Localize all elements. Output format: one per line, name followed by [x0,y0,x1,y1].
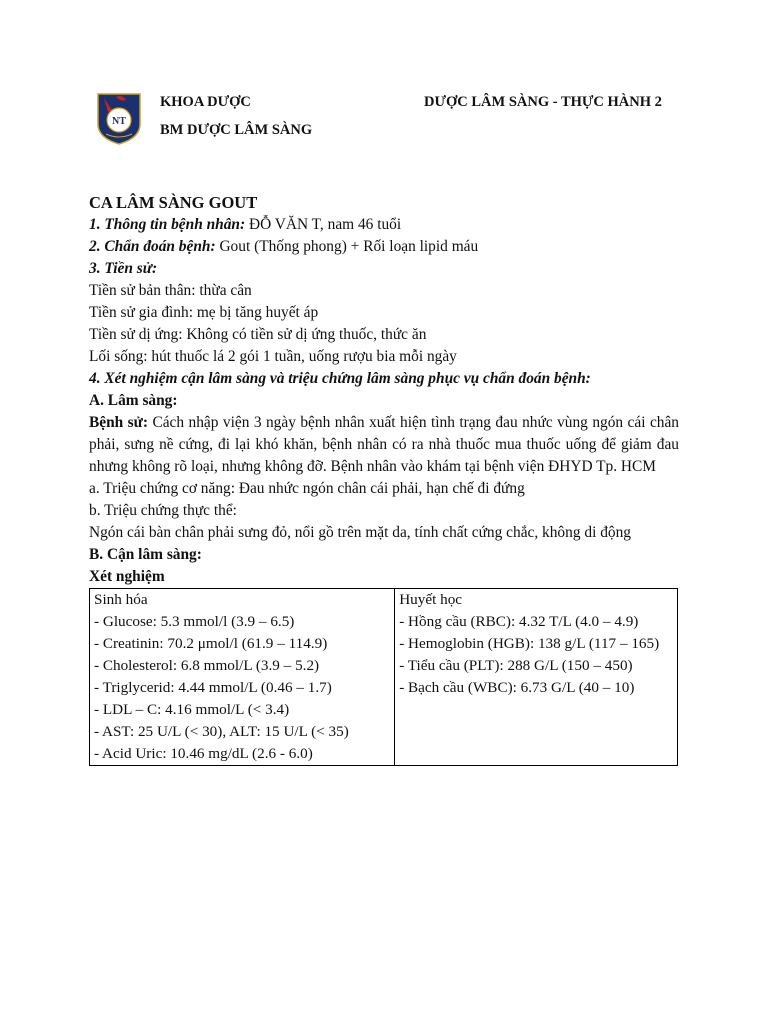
medical-history [89,412,679,478]
medical-history-text: Cách nhập viện 3 ngày bệnh nhân xuất hiện tình trạng đau nhức vùng ngón cái chân phải, sưng nề cứng, đi lại khó khăn, bệnh nhân có ra nhà thuốc mua thuốc uống để giảm đau nhưng không rõ loại, nhưng không đỡ. Bệnh nhân vào khám tại bệnh viện ĐHYD Tp. HCM [89,414,679,475]
case-title: CA LÂM SÀNG GOUT [89,193,258,212]
functional-symptoms: a. Triệu chứng cơ năng: Đau nhức ngón chân cái phải, hạn chế đi đứng [89,480,525,497]
lab-heading: Xét nghiệm [89,568,165,585]
physical-symptoms-text: Ngón cái bàn chân phải sưng đỏ, nổi gồ trên mặt da, tính chất cứng chắc, không di động [89,524,631,541]
department-name: BM DƯỢC LÂM SÀNG [160,122,313,138]
history-heading: 3. Tiền sử: [89,260,158,277]
clinical-heading: A. Lâm sàng: [89,392,178,409]
lab-results-table [89,588,678,766]
biochem-row: - Triglycerid: 4.44 mmol/L (0.46 – 1.7) [94,679,332,696]
hematology-cell [395,589,678,766]
biochem-cell [90,589,395,766]
paraclinical-heading: B. Cận lâm sàng: [89,546,202,563]
history-item: Tiền sử dị ứng: Không có tiền sử dị ứng thuốc, thức ăn [89,326,427,343]
diagnosis-value: Gout (Thống phong) + Rối loạn lipid máu [215,238,479,255]
medical-history-label: Bệnh sử: [89,414,149,431]
biochem-row: - AST: 25 U/L (< 30), ALT: 15 U/L (< 35) [94,723,349,740]
course-name: DƯỢC LÂM SÀNG - THỰC HÀNH 2 [424,94,662,110]
patient-info [89,214,679,236]
patient-info-label: 1. Thông tin bệnh nhân: [89,216,246,233]
biochem-row: - Acid Uric: 10.46 mg/dL (2.6 - 6.0) [94,745,313,762]
physical-symptoms-label: b. Triệu chứng thực thể: [89,502,237,519]
tests-heading: 4. Xét nghiệm cận lâm sàng và triệu chứng lâm sàng phục vụ chẩn đoán bệnh: [89,370,591,387]
biochem-row: - Cholesterol: 6.8 mmol/L (3.9 – 5.2) [94,657,320,674]
university-logo [94,92,144,146]
history-item: Lối sống: hút thuốc lá 2 gói 1 tuần, uống rượu bia mỗi ngày [89,348,457,365]
biochem-row: - Glucose: 5.3 mmol/l (3.9 – 6.5) [94,613,295,630]
case-content [89,192,679,766]
diagnosis-label: 2. Chẩn đoán bệnh: [89,238,216,255]
hematology-header: Huyết học [399,591,463,608]
biochem-header: Sinh hóa [94,591,148,608]
history-item: Tiền sử bản thân: thừa cân [89,282,252,299]
biochem-row: - Creatinin: 70.2 μmol/l (61.9 – 114.9) [94,635,328,652]
patient-info-value: ĐỖ VĂN T, nam 46 tuổi [245,216,402,233]
hematology-row: - Bạch cầu (WBC): 6.73 G/L (40 – 10) [399,679,635,696]
svg-text:NT: NT [112,116,126,127]
hematology-row: - Hemoglobin (HGB): 138 g/L (117 – 165) [399,635,660,652]
diagnosis [89,236,679,258]
biochem-row: - LDL – C: 4.16 mmol/L (< 3.4) [94,701,290,718]
hematology-row: - Hồng cầu (RBC): 4.32 T/L (4.0 – 4.9) [399,613,639,630]
hematology-row: - Tiểu cầu (PLT): 288 G/L (150 – 450) [399,657,633,674]
faculty-name: KHOA DƯỢC [160,94,251,110]
history-item: Tiền sử gia đình: mẹ bị tăng huyết áp [89,304,319,321]
